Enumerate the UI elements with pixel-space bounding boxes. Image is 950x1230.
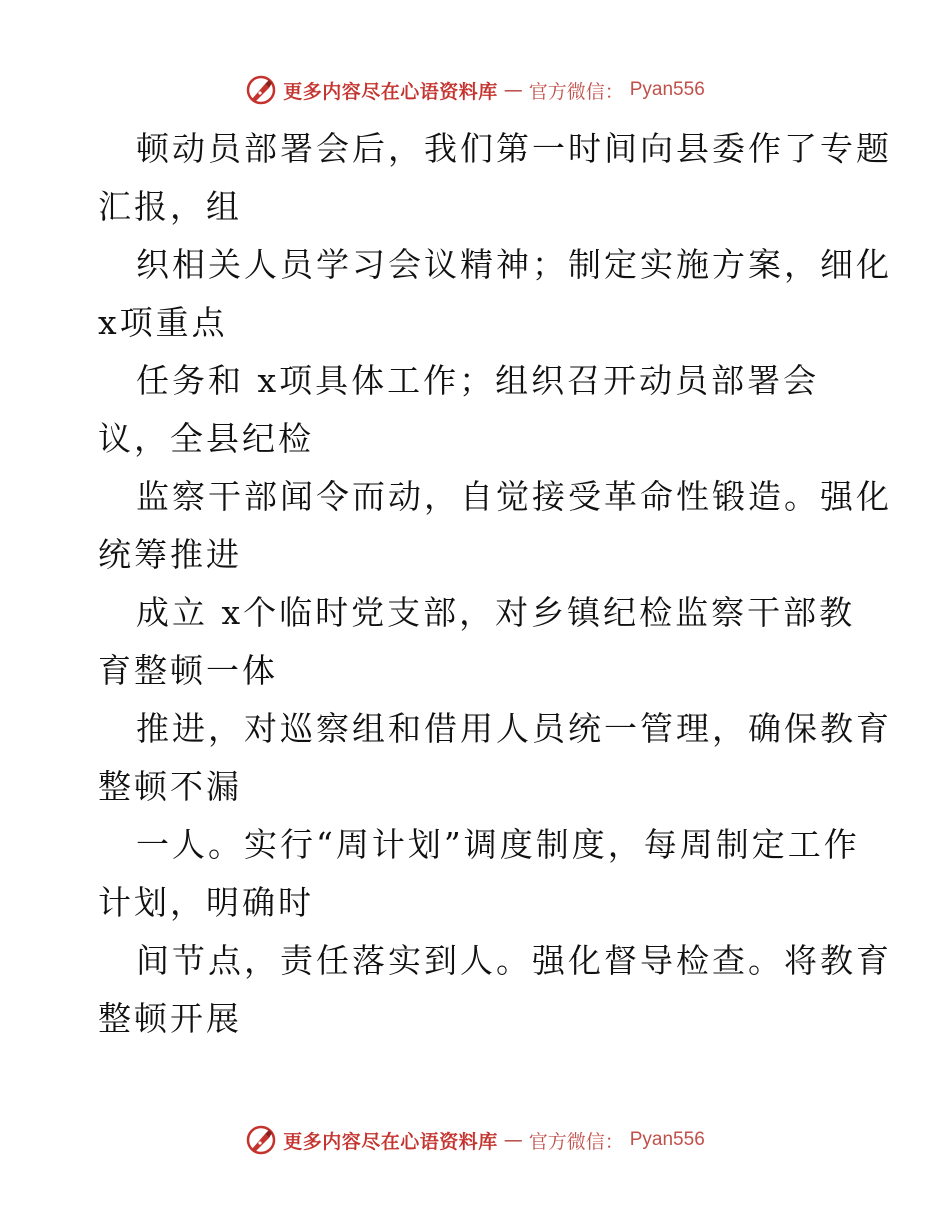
banner-separator: — [503, 1129, 523, 1151]
banner-site-name: 更多内容尽在心语资料库 [283, 80, 498, 103]
body-line: 育整顿一体 [98, 651, 278, 690]
body-line: 计划，明确时 [98, 883, 314, 922]
body-line: 整顿不漏 [98, 767, 242, 806]
body-line: 推进，对巡察组和借用人员统一管理，确保教育 [136, 709, 892, 748]
pen-nib-circle-icon [245, 74, 277, 106]
body-line: 统筹推进 [98, 535, 242, 574]
banner-site-name: 更多内容尽在心语资料库 [283, 1130, 498, 1153]
body-line: 任务和 x项具体工作；组织召开动员部署会 [136, 361, 820, 400]
body-line: 顿动员部署会后，我们第一时间向县委作了专题 [136, 129, 892, 168]
document-body [98, 120, 892, 1048]
body-line: x项重点 [98, 303, 228, 342]
body-line: 议，全县纪检 [98, 419, 314, 458]
body-line: 一人。实行“周计划”调度制度，每周制定工作 [136, 825, 860, 864]
banner-wechat-handle: Pyan556 [629, 1129, 705, 1150]
banner-separator: — [503, 79, 523, 101]
banner-wechat-handle: Pyan556 [629, 79, 705, 100]
pen-nib-circle-icon [245, 1124, 277, 1156]
body-line: 间节点，责任落实到人。强化督导检查。将教育 [136, 941, 892, 980]
footer-banner [0, 1120, 950, 1160]
body-line: 整顿开展 [98, 999, 242, 1038]
banner-wechat-label: 官方微信： [528, 1130, 624, 1153]
header-banner [0, 70, 950, 110]
body-line: 成立 x个临时党支部，对乡镇纪检监察干部教 [136, 593, 856, 632]
body-line: 监察干部闻令而动，自觉接受革命性锻造。强化 [136, 477, 892, 516]
body-line: 汇报，组 [98, 187, 242, 226]
banner-wechat-label: 官方微信： [528, 80, 624, 103]
body-line: 织相关人员学习会议精神；制定实施方案，细化 [136, 245, 892, 284]
